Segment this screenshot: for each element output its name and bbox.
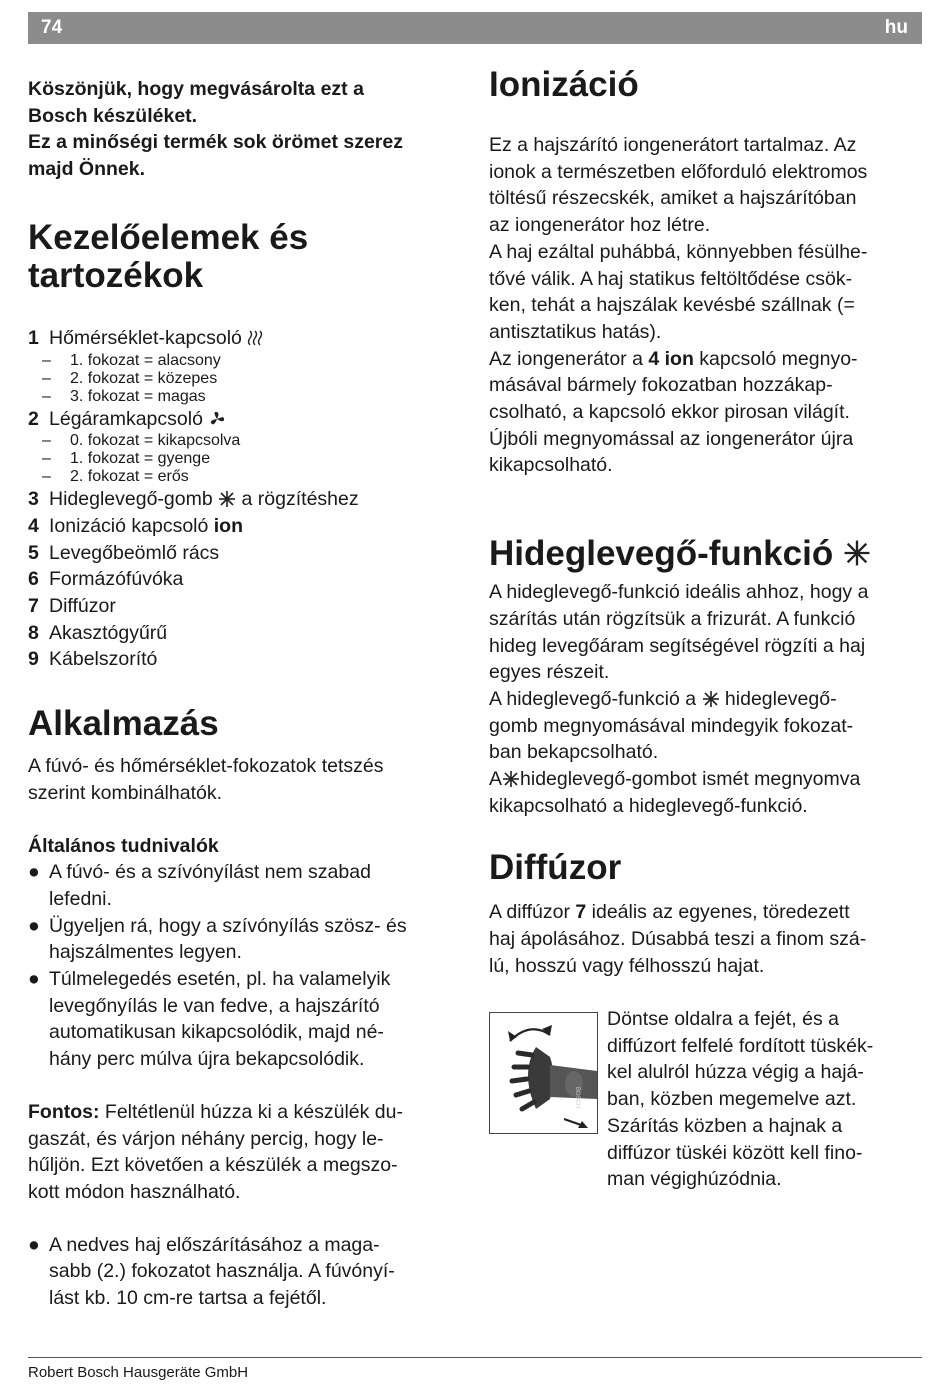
fan-icon — [208, 410, 226, 428]
bullet-item: ● Ügyeljen rá, hogy a szívónyílás szösz- és hajszálmentes legyen. — [28, 914, 407, 964]
intro-line: Ez a minőségi termék sok örömet szerez — [28, 131, 403, 154]
list-item: 2 Légáramkapcsoló — [28, 406, 460, 433]
controls-title-line1: Kezelőelemek és — [28, 217, 309, 257]
ion-line: antisztatikus hatás). — [489, 320, 662, 343]
list-item: 6 Formázófúvóka — [28, 568, 184, 591]
right-column — [489, 62, 925, 980]
ion-line: töltésű részecskék, amiket a hajszárítóban — [489, 187, 857, 210]
controls-list — [28, 325, 460, 673]
ion-line: Az iongenerátor a 4 ion kapcsoló megnyo- — [489, 347, 858, 370]
list-subitem: – 0. fokozat = kikapcsolva — [42, 432, 241, 450]
language-code: hu — [884, 17, 908, 38]
bullet-item: ● Túlmelegedés esetén, pl. ha valamelyik levegőnyílás le van fedve, a hajszárító automatikusan kikapcsolódik, majd né- hány perc múlva újra bekapcsolódik. — [28, 968, 391, 1071]
controls-title-line2: tartozékok — [28, 255, 204, 295]
cold-line: egyes részeit. — [489, 661, 610, 684]
diffuser-line: lú, hosszú vagy félhosszú hajat. — [489, 954, 765, 977]
list-subitem: – 1. fokozat = gyenge — [42, 450, 211, 468]
important-note: Fontos: Feltétlenül húzza ki a készülék du- gaszát, és várjon néhány percig, hogy le- hűljön. Ezt követően a készülék a megszo- kott módon használható. — [28, 1100, 403, 1203]
intro-line: Köszönjük, hogy megvásárolta ezt a — [28, 78, 364, 100]
ion-line: Ez a hajszárító iongenerátort tartalmaz. Az — [489, 134, 857, 156]
snowflake-icon — [702, 690, 720, 708]
footer-company: Robert Bosch Hausgeräte GmbH — [28, 1364, 249, 1381]
cold-line: A hideglevegő-funkció ideális ahhoz, hogy a — [489, 581, 869, 604]
controls-title — [28, 219, 460, 295]
intro-line: majd Önnek. — [28, 158, 146, 181]
list-item: 4 Ionizáció kapcsoló ion — [28, 514, 244, 537]
cold-line: kikapcsolható a hideglevegő-funkció. — [489, 794, 808, 817]
ion-line: A haj ezáltal puhábbá, könnyebben fésülhe- — [489, 240, 868, 263]
list-item: 5 Levegőbeömlő rács — [28, 541, 220, 564]
cold-line: szárítás után rögzítsük a frizurát. A funkció — [489, 607, 856, 630]
list-item: 9 Kábelszorító — [28, 648, 158, 671]
ion-line: csolható, a kapcsoló ekkor pirosan világít. — [489, 401, 850, 424]
usage-title: Alkalmazás — [28, 704, 219, 744]
list-item: 8 Akasztógyűrű — [28, 621, 168, 644]
heat-icon — [247, 329, 263, 347]
cold-line: A hideglevegő-funkció a hideglevegő- — [489, 687, 837, 710]
cold-line: ban bekapcsolható. — [489, 741, 659, 764]
cold-line: A hideglevegő-gombot ismét megnyomva — [489, 768, 861, 791]
left-column — [28, 62, 460, 1312]
snowflake-icon — [502, 770, 520, 788]
list-subitem: – 2. fokozat = erős — [42, 468, 189, 486]
diffuser-line: A diffúzor 7 ideális az egyenes, töredezett — [489, 901, 850, 924]
ion-line: tővé válik. A haj statikus feltöltődése csök- — [489, 267, 853, 290]
cold-line: gomb megnyomásával mindegyik fokozat- — [489, 714, 854, 737]
usage-line: A fúvó- és hőmérséklet-fokozatok tetszés — [28, 755, 384, 778]
list-item: 3 Hideglevegő-gomb a rögzítéshez — [28, 488, 359, 511]
bullet-item: ● A nedves haj előszárításához a maga- sabb (2.) fokozatot használja. A fúvónyí- lást kb. 10 cm-re tartsa a fejétől. — [28, 1233, 395, 1310]
list-subitem: – 1. fokozat = alacsony — [42, 351, 221, 369]
intro-line: Bosch készüléket. — [28, 104, 198, 127]
ion-line: másával bármely fokozatban hozzákap- — [489, 374, 833, 397]
diffuser-instructions: Döntse oldalra a fejét, és a diffúzort felfelé fordított tüskék- kel alulról húzza végig a hajá- ban, közben megemelve azt. Szárítás közben a hajnak a diffúzor tüskéi között kell fino- man végighúzódnia. — [607, 1008, 874, 1191]
diffuser-title: Diffúzor — [489, 848, 622, 888]
general-notes-title: Általános tudnivalók — [28, 834, 219, 857]
ionization-title: Ionizáció — [489, 65, 639, 104]
snowflake-icon — [218, 490, 236, 508]
diffuser-illustration — [489, 1012, 598, 1134]
snowflake-icon — [843, 539, 871, 567]
ion-line: kikapcsolható. — [489, 454, 613, 477]
ion-line: ken, tehát a hajszálak kevésbé szállnak (= — [489, 294, 855, 317]
predry-note-list — [28, 1232, 460, 1312]
general-notes-list — [28, 859, 460, 1073]
page-header-bar — [28, 12, 922, 44]
diffuser-line: haj ápolásához. Dúsabbá teszi a finom szá- — [489, 928, 867, 951]
diffuser-drawing — [490, 1013, 597, 1133]
page-number: 74 — [41, 17, 63, 38]
list-subitem: – 2. fokozat = közepes — [42, 369, 218, 387]
list-subitem: – 3. fokozat = magas — [42, 387, 206, 405]
ion-line: ionok a természetben előforduló elektromos — [489, 160, 868, 183]
bullet-item: ● A fúvó- és a szívónyílást nem szabad lefedni. — [28, 861, 371, 910]
ion-line: az iongenerátor hoz létre. — [489, 214, 711, 237]
cold-line: hideg levegőáram segítségével rögzíti a haj — [489, 634, 866, 657]
ion-line: Újbóli megnyomással az iongenerátor újra — [489, 427, 854, 450]
footer-divider — [28, 1357, 922, 1358]
list-item: 7 Diffúzor — [28, 595, 116, 618]
list-item: 1 Hőmérséklet-kapcsoló — [28, 325, 460, 352]
figure-brand: BOSCH — [574, 1087, 580, 1109]
cold-air-title: Hideglevegő-funkció — [489, 535, 925, 573]
usage-line: szerint kombinálhatók. — [28, 781, 223, 804]
